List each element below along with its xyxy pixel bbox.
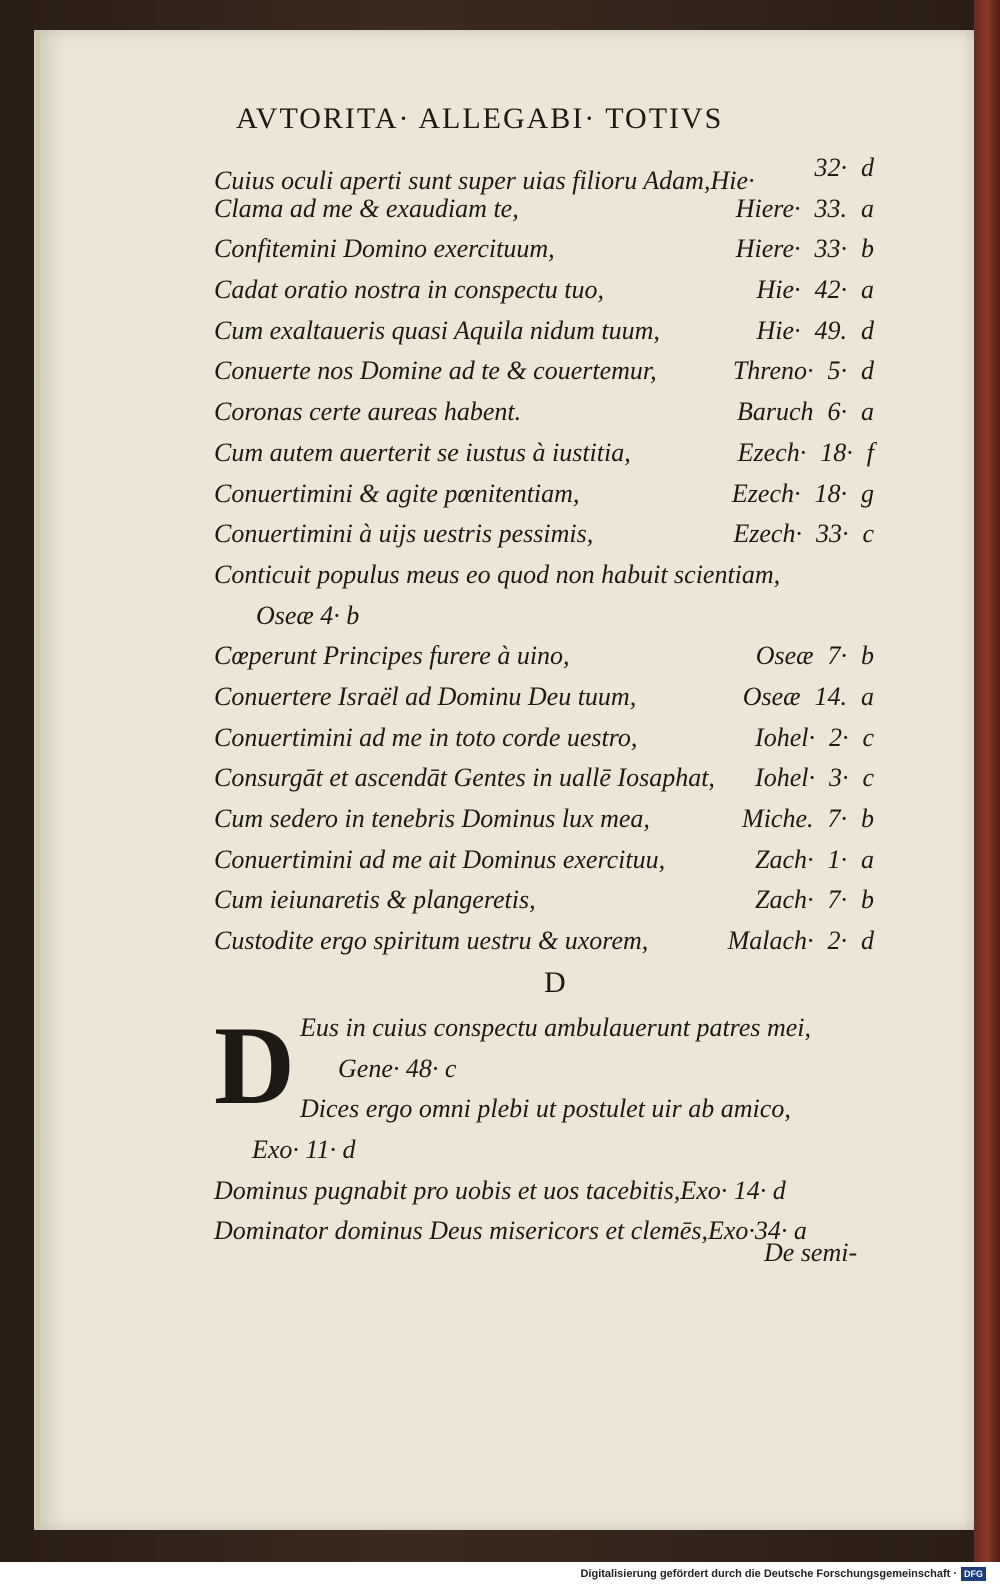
index-entry (214, 474, 874, 515)
index-entry (214, 311, 874, 352)
index-entry (214, 758, 874, 799)
entry-text: Confitemini Domino exercituum, (214, 234, 555, 264)
entry-chapter: 3· (828, 763, 849, 793)
entry-section: d (861, 153, 874, 182)
entry-reference (728, 921, 874, 962)
entry-reference (755, 880, 874, 921)
entry-section: a (861, 844, 874, 874)
running-header: AVTORITA· ALLEGABI· TOTIVS (236, 102, 724, 135)
entry-book: Threno· (732, 356, 814, 386)
entry-text: Custodite ergo spiritum uestru & uxorem, (214, 926, 649, 956)
index-entry (214, 921, 874, 962)
entry-reference (742, 799, 874, 840)
entry-text: Dices ergo omni plebi ut postulet uir ab amico, (300, 1094, 791, 1124)
entry-text: Cuius oculi aperti sunt super uias filioru Adam,Hie· (214, 165, 755, 195)
entry-reference (736, 189, 874, 230)
entry-text: Dominus pugnabit pro uobis et uos tacebitis,Exo· 14· d (214, 1175, 786, 1205)
entry-chapter: 6· (827, 397, 847, 427)
entry-chapter: 42· (814, 275, 847, 305)
entry-chapter: 49. (814, 315, 847, 345)
section-d-entries (214, 1004, 874, 1252)
index-entry (214, 799, 874, 840)
entry-reference (733, 514, 874, 555)
entry-text: Conticuit populus meus eo quod non habuit scientiam, (214, 559, 781, 589)
entry-reference: Gene· 48· c (338, 1053, 457, 1083)
entry-text: Clama ad me & exaudiam te, (214, 193, 519, 223)
index-entry (214, 433, 874, 474)
entry-section: c (862, 519, 874, 549)
entry-book: Hie· (756, 275, 801, 305)
entry-chapter: 2· (827, 926, 847, 956)
index-entry (214, 351, 874, 392)
entry-reference (756, 311, 874, 352)
entry-reference (755, 758, 874, 799)
entry-reference: Oseæ 4· b (256, 600, 360, 630)
entry-book: Hiere· (735, 193, 801, 223)
index-entry (214, 880, 874, 921)
entry-book: Zach· (755, 844, 814, 874)
entry-text: Consurgāt et ascendāt Gentes in uallē Iosaphat, (214, 763, 715, 793)
entry-book: Iohel· (755, 763, 815, 793)
entry-chapter: 1· (827, 844, 847, 874)
entry-chapter: 33· (815, 519, 849, 549)
index-entries (214, 148, 874, 962)
entry-reference (756, 636, 874, 677)
entry-chapter: 2· (828, 722, 849, 752)
entry-reference (743, 677, 874, 718)
entry-section: f (866, 437, 874, 467)
entry-section: b (861, 885, 874, 915)
entry-text: Conuertimini ad me in toto corde uestro, (214, 722, 638, 752)
entry-reference: Exo· 11· d (252, 1135, 356, 1165)
entry-text: Cadat oratio nostra in conspectu tuo, (214, 275, 604, 305)
entry-section: a (861, 681, 874, 711)
entry-section: d (861, 315, 874, 345)
entry-text: Conuertimini & agite pœnitentiam, (214, 478, 580, 508)
entry-chapter: 14. (814, 681, 847, 711)
entry-reference (733, 351, 874, 392)
index-entry (214, 840, 874, 881)
entry-text: Cum autem auerterit se iustus à iustitia, (214, 437, 631, 467)
entry-reference (755, 840, 874, 881)
drop-capital: D (214, 1004, 295, 1128)
entry-book: Ezech· (737, 437, 807, 467)
entry-reference (736, 229, 874, 270)
entry-text: Cum sedero in tenebris Dominus lux mea, (214, 804, 650, 834)
entry-book: Oseæ (742, 681, 801, 711)
entry-section: a (861, 397, 874, 427)
entry-section: b (861, 641, 874, 671)
index-entry (214, 636, 874, 677)
entry-book: Iohel· (755, 722, 815, 752)
entry-book: Miche. (742, 804, 814, 834)
entry-chapter: 7· (827, 804, 847, 834)
entry-section: c (862, 722, 874, 752)
entry-reference (738, 433, 874, 474)
entry-chapter: 5· (827, 356, 847, 386)
entry-book: Hie· (756, 315, 801, 345)
entry-text: Conuertimini à uijs uestris pessimis, (214, 519, 594, 549)
index-entry (214, 392, 874, 433)
entry-section: b (861, 804, 874, 834)
entry-text: Cum ieiunaretis & plangeretis, (214, 885, 536, 915)
index-entry (214, 270, 874, 311)
entry-book: Malach· (727, 926, 814, 956)
entry-reference (801, 148, 875, 189)
entry-text: Cœperunt Principes furere à uino, (214, 641, 570, 671)
entry-section: b (861, 234, 874, 264)
footer-text: Digitalisierung gefördert durch die Deutsche Forschungsgemeinschaft · (580, 1568, 957, 1580)
entry-book: Hiere· (735, 234, 801, 264)
entry-section: a (861, 193, 874, 223)
entry-text: Eus in cuius conspectu ambulauerunt patres mei, (300, 1013, 812, 1042)
entry-book: Ezech· (731, 478, 801, 508)
entry-section: c (862, 763, 874, 793)
index-entry (214, 189, 874, 230)
entry-reference (737, 392, 874, 433)
entry-section: d (861, 356, 874, 386)
dfg-logo: DFG (961, 1567, 986, 1581)
entry-text: Conuertere Israël ad Dominu Deu tuum, (214, 681, 637, 711)
entry-reference (755, 718, 874, 759)
entry-chapter: 33· (814, 234, 847, 264)
entry-text: Dominator dominus Deus misericors et clemēs,Exo·34· a (214, 1216, 807, 1246)
entry-section: d (861, 926, 874, 956)
index-entry-wrapped (214, 555, 874, 636)
entry-section: a (861, 275, 874, 305)
index-entry (214, 514, 874, 555)
entry-text: Coronas certe aureas habent. (214, 397, 522, 427)
book-cover-edge (974, 0, 1000, 1562)
index-entry (214, 229, 874, 270)
index-entry (214, 677, 874, 718)
entry-book: Baruch (736, 397, 814, 427)
entry-reference (732, 474, 874, 515)
entry-chapter: 18· (820, 437, 853, 467)
entry-chapter: 7· (827, 885, 847, 915)
entry-section: g (861, 478, 874, 508)
entry-chapter: 18· (814, 478, 847, 508)
section-heading-letter: D (544, 966, 566, 999)
catchword: De semi- (764, 1238, 858, 1267)
entry-text: Cum exaltaueris quasi Aquila nidum tuum, (214, 315, 660, 345)
entry-chapter: 33. (814, 193, 847, 223)
index-entry (214, 718, 874, 759)
entry-book: Zach· (755, 885, 814, 915)
entry-book: Ezech· (733, 519, 802, 549)
entry-reference (756, 270, 874, 311)
entry-text: Conuertimini ad me ait Dominus exercituu, (214, 844, 666, 874)
entry-chapter: 7· (827, 641, 847, 671)
digitization-footer (0, 1562, 1000, 1586)
entry-text: Conuerte nos Domine ad te & couertemur, (214, 356, 657, 386)
entry-book: Oseæ (755, 641, 814, 671)
index-entry (214, 148, 874, 195)
entry-chapter: 32· (814, 153, 847, 182)
